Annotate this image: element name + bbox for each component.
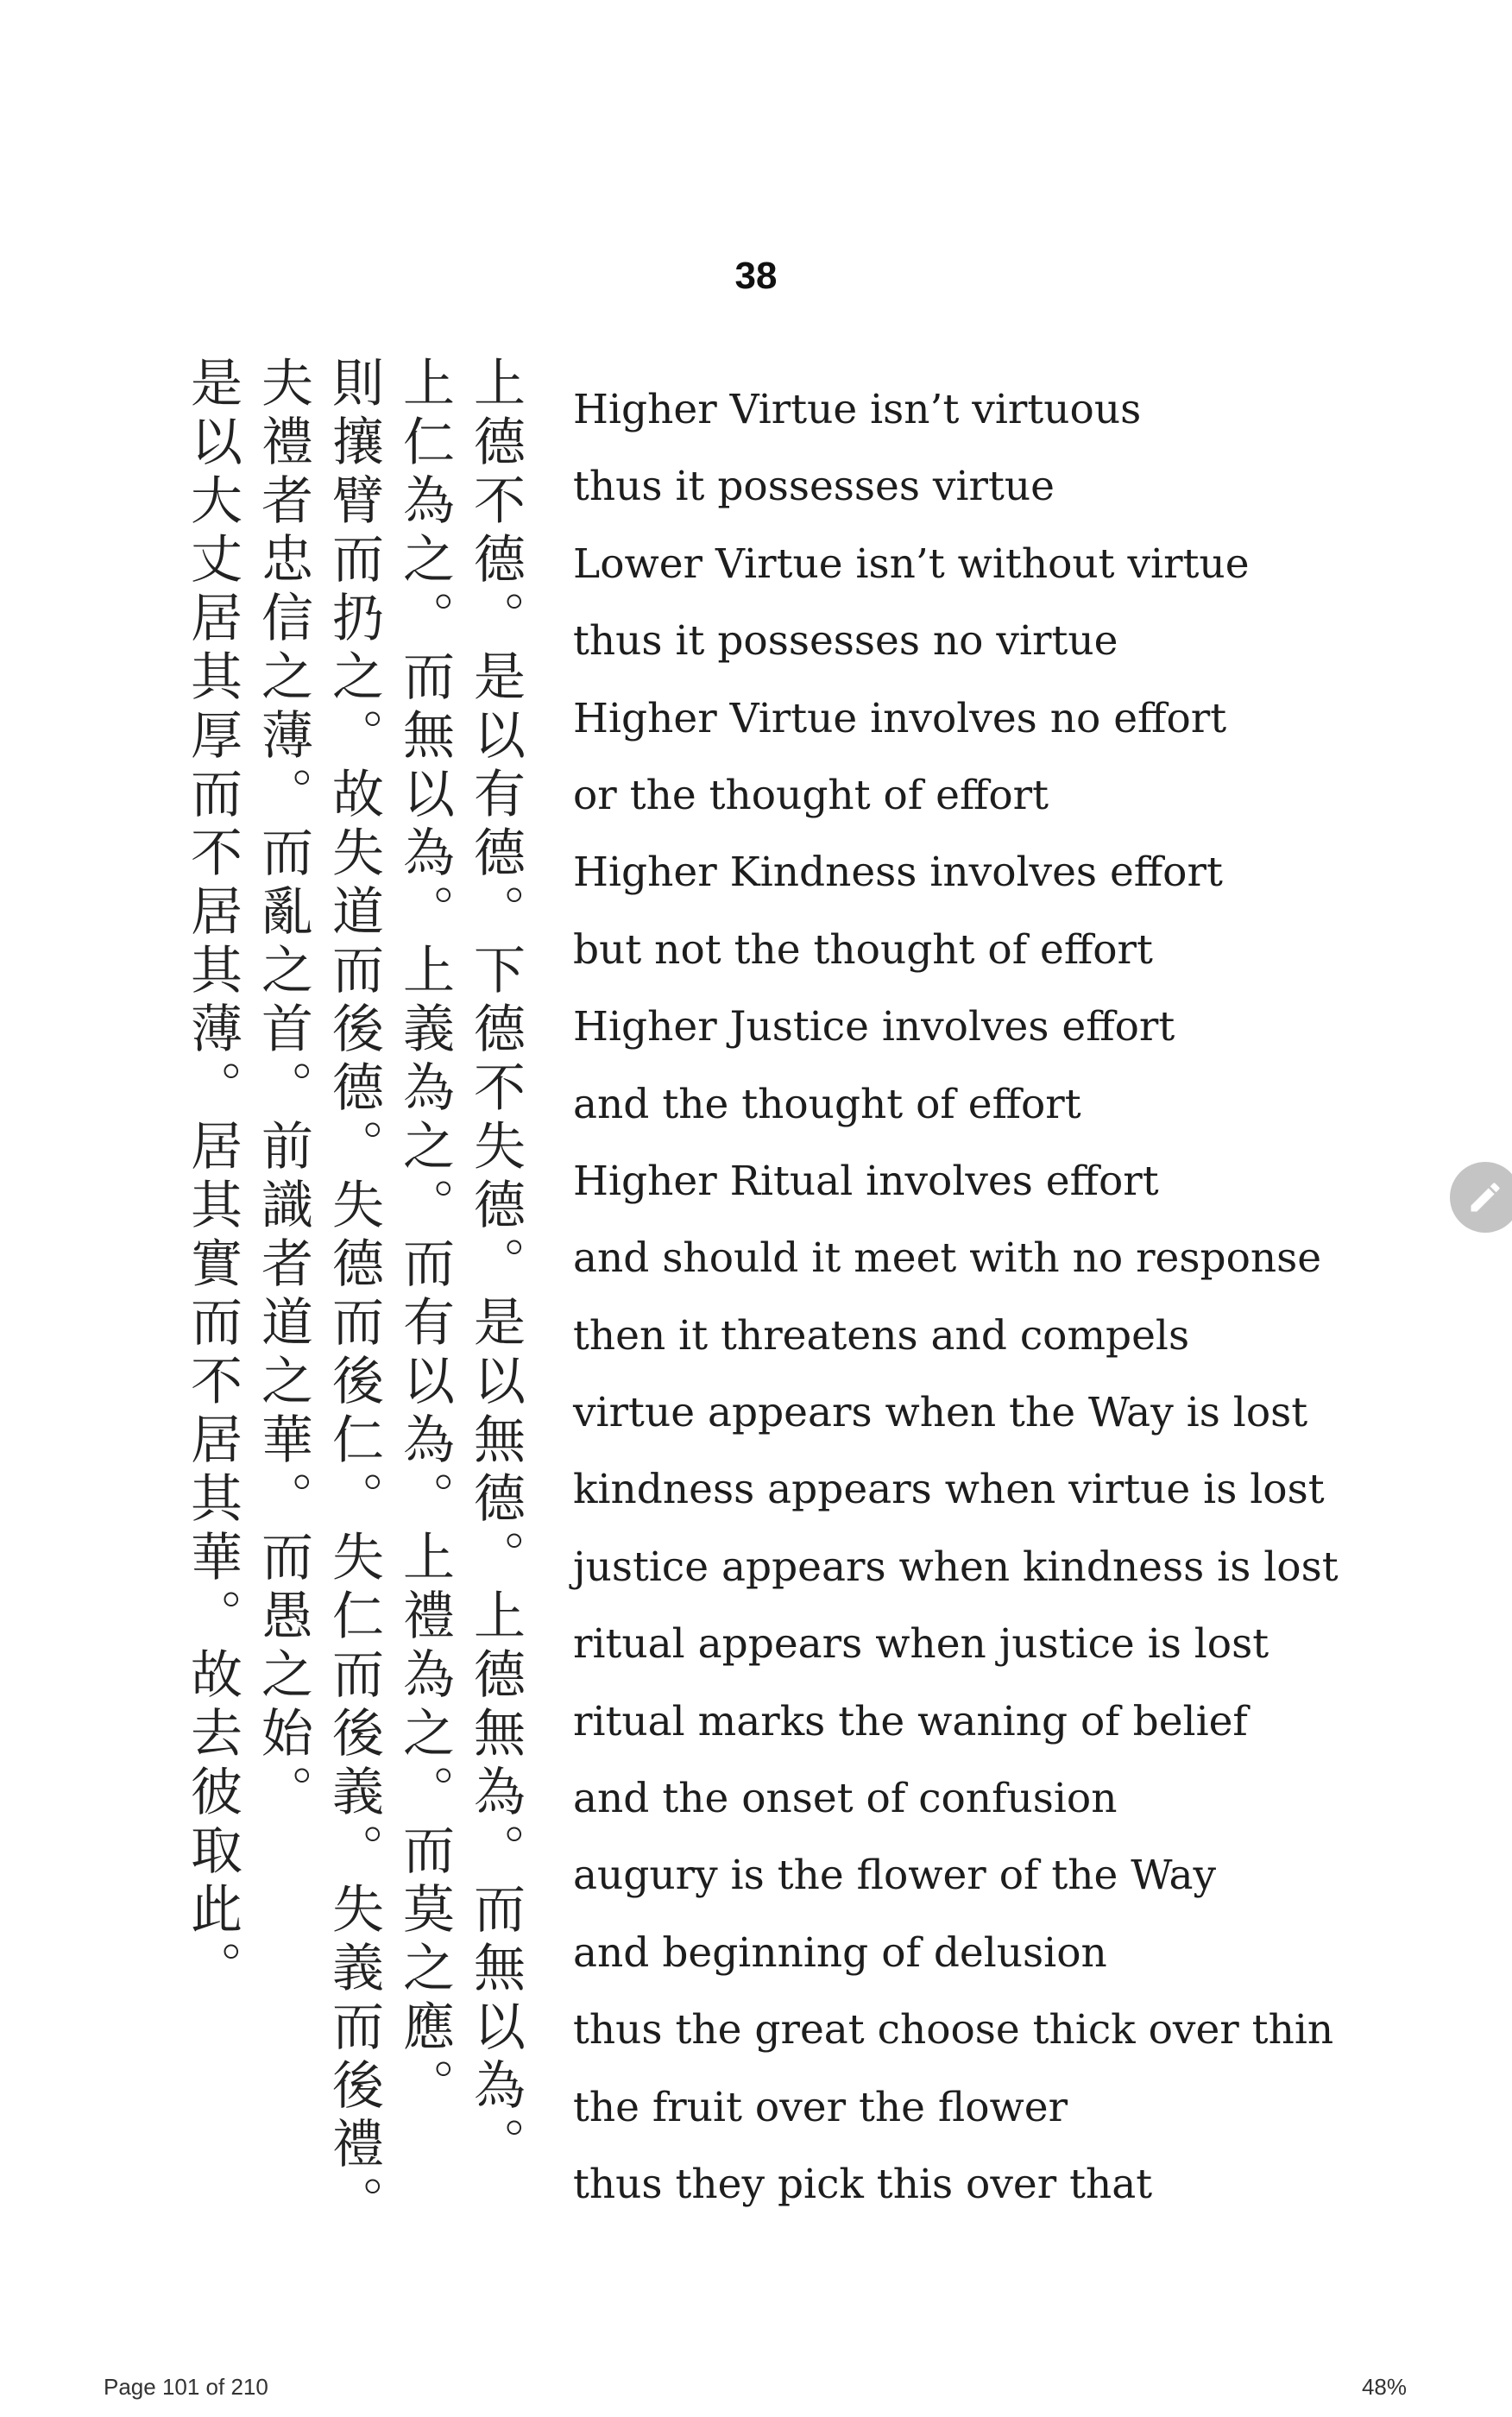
page-indicator: Page 101 of 210: [104, 2374, 268, 2400]
chinese-column: 則攘臂而扔之。故失道而後德。失德而後仁。失仁而後義。失義而後禮。: [324, 356, 384, 2234]
translation-line: but not the thought of effort: [573, 925, 1153, 974]
translation-line: justice appears when kindness is lost: [573, 1543, 1339, 1591]
translation-line: thus they pick this over that: [573, 2160, 1153, 2208]
translation-line: Lower Virtue isn’t without virtue: [573, 540, 1250, 588]
translation-line: and should it meet with no response: [573, 1234, 1322, 1283]
translation-line: Higher Virtue isn’t virtuous: [573, 386, 1142, 433]
translation-line: Higher Justice involves effort: [573, 1003, 1175, 1051]
translation-line: virtue appears when the Way is lost: [573, 1389, 1308, 1437]
reading-progress: 48%: [1361, 2374, 1407, 2400]
edit-button[interactable]: [1450, 1162, 1512, 1233]
chinese-column: 夫禮者忠信之薄。而亂之首。前識者道之華。而愚之始。: [253, 356, 313, 1823]
translation-line: Higher Kindness involves effort: [573, 849, 1223, 897]
chinese-text: [180, 356, 528, 2237]
chinese-column: 上德不德。是以有德。下德不失德。是以無德。上德無為。而無以為。: [465, 356, 526, 2175]
translation-line: Higher Ritual involves effort: [573, 1157, 1159, 1205]
translation-line: kindness appears when virtue is lost: [573, 1466, 1325, 1514]
pencil-icon: [1466, 1178, 1504, 1216]
translation-line: and beginning of delusion: [573, 1928, 1107, 1977]
translation-line: thus it possesses virtue: [573, 463, 1055, 511]
english-translation: [573, 371, 1453, 2223]
chinese-column: 是以大丈居其厚而不居其薄。居其實而不居其華。故去彼取此。: [182, 356, 243, 1999]
translation-line: Higher Virtue involves no effort: [573, 694, 1227, 742]
translation-line: thus it possesses no virtue: [573, 617, 1118, 666]
chapter-number: 38: [734, 255, 778, 297]
translation-line: and the thought of effort: [573, 1080, 1081, 1128]
chinese-column: 上仁為之。而無以為。上義為之。而有以為。上禮為之。而莫之應。: [394, 356, 455, 2117]
translation-line: then it threatens and compels: [573, 1311, 1190, 1360]
translation-line: or the thought of effort: [573, 771, 1049, 819]
translation-line: augury is the flower of the Way: [573, 1852, 1217, 1900]
translation-line: thus the great choose thick over thin: [573, 2006, 1334, 2054]
translation-line: and the onset of confusion: [573, 1775, 1118, 1823]
translation-line: ritual appears when justice is lost: [573, 1620, 1269, 1669]
translation-line: the fruit over the flower: [573, 2083, 1068, 2131]
translation-line: ritual marks the waning of belief: [573, 1697, 1248, 1745]
